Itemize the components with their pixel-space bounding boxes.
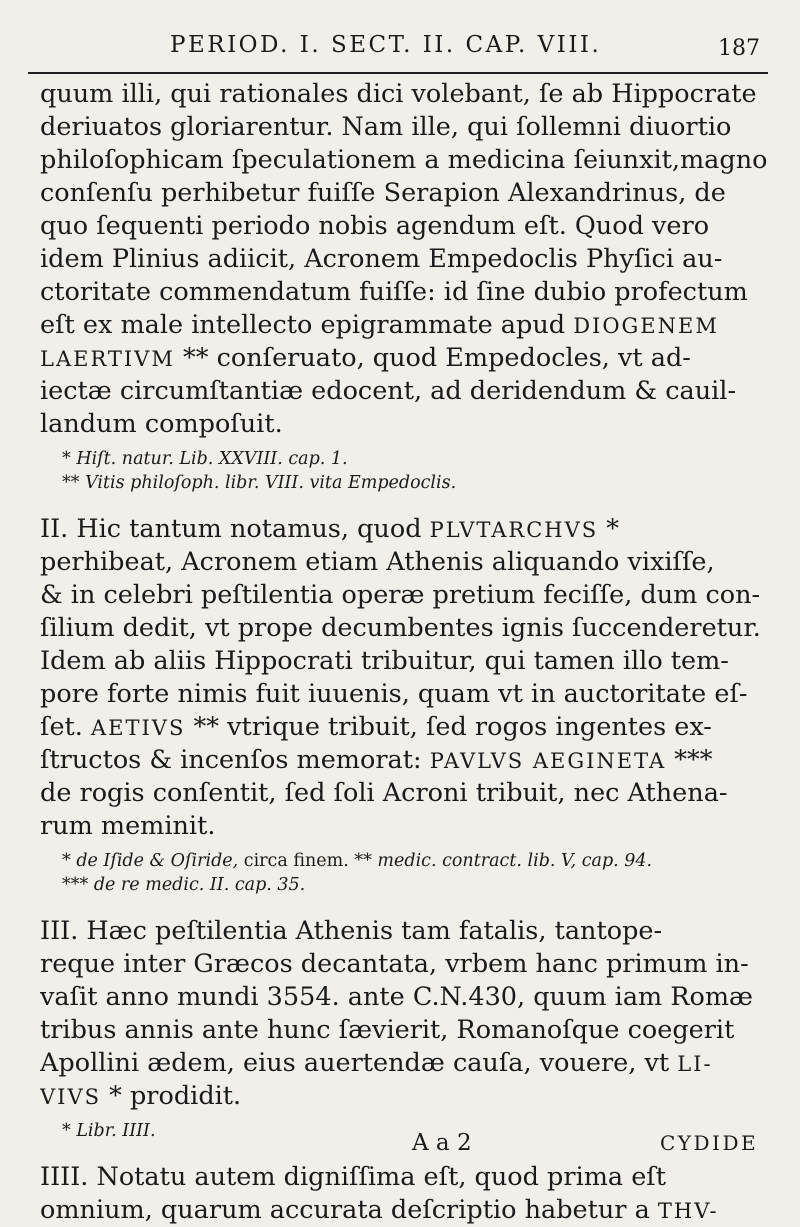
text-line: pore forte nimis fuit iuuenis, quam vt in auctoritate eſ- (40, 679, 748, 709)
author-name-smallcaps: THV- (657, 1199, 719, 1223)
text-line (40, 744, 770, 777)
footnote-segment: * de Iſide & Oſiride, (62, 851, 239, 871)
text-segment: II. Hic tantum notamus, quod (40, 514, 422, 544)
running-head (0, 32, 800, 72)
text-line: ctoritate commendatum fuiſſe: id ſine dubio profectum (40, 277, 748, 307)
text-line: vaſit anno mundi 3554. ante C.N.430, quum iam Romæ (40, 982, 754, 1012)
text-segment: * (598, 514, 620, 544)
header-rule (28, 72, 768, 74)
text-segment: ſet. (40, 712, 83, 742)
text-line: perhibeat, Acronem etiam Athenis aliquando vixiſſe, (40, 547, 715, 577)
page-body (40, 78, 770, 1227)
text-line (40, 513, 770, 546)
author-name-smallcaps: AETIVS (91, 716, 186, 740)
footnote-segment: ** medic. contract. lib. V, cap. 94. (348, 851, 653, 871)
author-name-smallcaps: DIOGENEM (573, 314, 719, 338)
footnote: *** de re medic. II. cap. 35. (62, 875, 306, 895)
text-segment: ** vtrique tribuit, ſed rogos ingentes ex- (185, 712, 712, 742)
author-name-smallcaps: LI- (677, 1052, 713, 1076)
text-segment: omnium, quarum accurata deſcriptio habetur a (40, 1195, 650, 1225)
author-name-smallcaps: VIVS (40, 1085, 102, 1109)
text-segment: Apollini ædem, eius auertendæ cauſa, vouere, vt (40, 1048, 670, 1078)
signature-mark: A a 2 (412, 1130, 472, 1156)
author-name-smallcaps: PAVLVS AEGINETA (429, 749, 667, 773)
text-line: rum meminit. (40, 811, 216, 841)
text-line: ſilium dedit, vt prope decumbentes ignis ſuccenderetur. (40, 613, 761, 643)
footnote (40, 849, 770, 873)
text-segment: eſt ex male intellecto epigrammate apud (40, 310, 566, 340)
footnote: * Libr. IIII. (62, 1121, 156, 1141)
author-name-smallcaps: LAERTIVM (40, 347, 175, 371)
text-line: idem Plinius adiicit, Acronem Empedoclis Phyſici au- (40, 244, 723, 274)
text-line: iectæ circumſtantiæ edocent, ad deridendum & cauil- (40, 376, 737, 406)
text-line: deriuatos gloriarentur. Nam ille, qui ſollemni diuortio (40, 112, 732, 142)
text-line: landum compoſuit. (40, 409, 283, 439)
text-segment: ſtructos & incenſos memorat: (40, 745, 422, 775)
text-line: Idem ab aliis Hippocrati tribuitur, qui tamen illo tem- (40, 646, 729, 676)
text-line (40, 1194, 770, 1227)
text-line (40, 711, 770, 744)
text-line: IIII. Notatu autem digniſſima eſt, quod prima eſt (40, 1162, 666, 1192)
author-name-smallcaps: PLVTARCHVS (429, 518, 599, 542)
text-line: & in celebri peſtilentia operæ pretium feciſſe, dum con- (40, 580, 761, 610)
text-segment: * prodidit. (101, 1081, 242, 1111)
text-line: tribus annis ante hunc ſævierit, Romanoſque coegerit (40, 1015, 735, 1045)
text-segment: *** (666, 745, 713, 775)
footnote-segment: circa finem. (238, 851, 349, 871)
text-line: quum illi, qui rationales dici volebant, ſe ab Hippocrate (40, 79, 757, 109)
text-line: de rogis conſentit, ſed ſoli Acroni tribuit, nec Athena- (40, 778, 728, 808)
text-line (40, 1047, 770, 1080)
text-line: conſenſu perhibetur fuiſſe Serapion Alexandrinus, de (40, 178, 726, 208)
text-line: quo ſequenti periodo nobis agendum eſt. Quod vero (40, 211, 710, 241)
page-number: 187 (718, 36, 760, 61)
text-line (40, 342, 770, 375)
text-line: reque inter Græcos decantata, vrbem hanc primum in- (40, 949, 749, 979)
text-line: III. Hæc peſtilentia Athenis tam fatalis, tantope- (40, 916, 663, 946)
footnote: * Hiſt. natur. Lib. XXVIII. cap. 1. (62, 449, 348, 469)
running-head-title: PERIOD. I. SECT. II. CAP. VIII. (170, 32, 602, 58)
text-segment: ** conſeruato, quod Empedocles, vt ad- (174, 343, 691, 373)
text-line (40, 1080, 770, 1113)
text-line (40, 309, 770, 342)
catchword: CYDIDE (660, 1131, 759, 1155)
text-line: philoſophicam ſpeculationem a medicina ſeiunxit,magno (40, 145, 768, 175)
footnote: ** Vitis philoſoph. libr. VIII. vita Empedoclis. (62, 473, 457, 493)
